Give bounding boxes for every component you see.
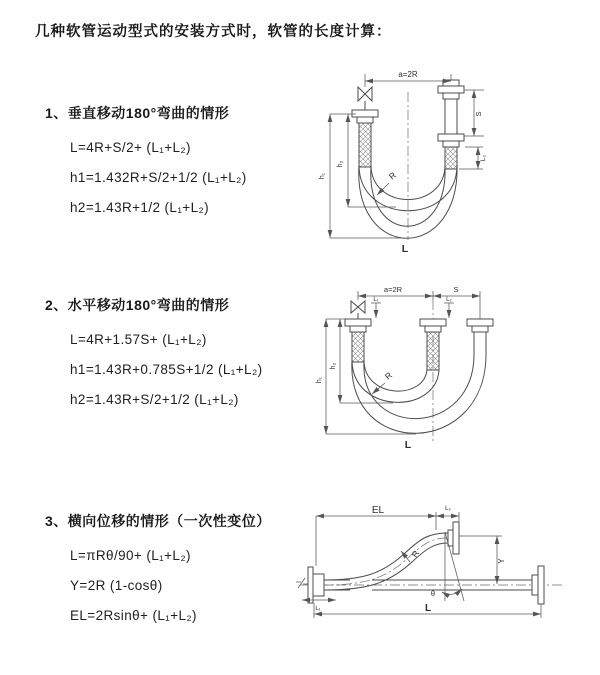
braided-hose-section <box>427 332 439 370</box>
flange <box>467 319 493 326</box>
section-vertical-movement <box>45 103 247 223</box>
diagram-3-drawing <box>292 500 596 640</box>
middle-pipe-assembly <box>420 319 446 370</box>
dim-label-radius: R <box>409 548 422 560</box>
dimension-lines <box>302 505 541 618</box>
flange <box>352 110 378 117</box>
dim-label-radius: R <box>382 369 394 382</box>
dim-label-h2: h₂ <box>337 160 344 168</box>
section-lateral-displacement <box>45 511 271 631</box>
formula-el: EL=2Rsinθ+ (L₁+L₂) <box>70 608 197 623</box>
section-2-heading: 2、水平移动180°弯曲的情形 <box>45 297 230 313</box>
braided-hose-section <box>359 123 371 167</box>
braided-hose-section <box>352 332 364 362</box>
break-symbol <box>296 578 308 588</box>
u-hose-curves <box>352 352 486 433</box>
dim-label-length: L <box>404 439 412 451</box>
formula-length: L=4R+S/2+ (L₁+L₂) <box>70 140 191 155</box>
flange <box>538 566 544 604</box>
right-pipe-assembly <box>438 74 464 169</box>
s-curve-hose <box>324 533 448 590</box>
dim-label-a2r: a=2R <box>398 70 418 79</box>
dim-label-h2: h₂ <box>330 362 337 370</box>
dim-label-l2: L₂ <box>480 154 487 162</box>
fitting-dimensions <box>371 297 454 318</box>
flange <box>345 319 371 326</box>
dim-label-s: S <box>474 111 483 117</box>
formula-h1: h1=1.43R+0.785S+1/2 (L₁+L₂) <box>70 362 263 377</box>
formula-h1: h1=1.432R+S/2+1/2 (L₁+L₂) <box>70 170 247 185</box>
dim-label-l2: L₂ <box>445 506 451 512</box>
diagram-2-drawing <box>308 276 592 456</box>
dim-label-l1: L₁ <box>373 297 379 303</box>
diagram-horizontal-movement <box>308 276 592 456</box>
diagram-lateral-displacement <box>292 500 596 640</box>
formula-h2: h2=1.43R+S/2+1/2 (L₁+L₂) <box>70 392 239 407</box>
dim-label-l1: L₁ <box>315 606 321 612</box>
dim-label-length: L <box>424 603 432 614</box>
section-3-heading: 3、横向位移的情形（一次性变位） <box>45 513 271 529</box>
dim-label-s: S <box>453 285 459 294</box>
dimension-lines <box>319 70 487 255</box>
left-pipe-assembly <box>352 74 378 167</box>
right-flange-assembly <box>532 566 544 604</box>
valve-icon <box>351 301 365 313</box>
diagram-vertical-movement <box>308 64 592 264</box>
formula-h2: h2=1.43R+1/2 (L₁+L₂) <box>70 200 210 215</box>
flange <box>420 319 446 326</box>
formula-length: L=4R+1.57S+ (L₁+L₂) <box>70 332 207 347</box>
dim-label-l2: L₂ <box>446 297 452 303</box>
formula-y: Y=2R (1-cosθ) <box>70 578 163 593</box>
flange-upper-position <box>438 86 464 93</box>
dim-label-radius: R <box>386 169 398 182</box>
dim-label-h1: h₁ <box>316 376 323 384</box>
page-title: 几种软管运动型式的安装方式时，软管的长度计算： <box>35 24 392 40</box>
dim-label-el: EL <box>371 505 385 516</box>
dim-label-y: Y <box>497 558 506 564</box>
formula-length: L=πRθ/90+ (L₁+L₂) <box>70 548 191 563</box>
valve-icon <box>358 87 372 101</box>
flange <box>308 567 313 603</box>
braided-hose-section <box>445 147 457 169</box>
section-2-formulas <box>70 325 262 415</box>
flange <box>453 522 459 554</box>
left-pipe-assembly <box>345 301 371 362</box>
flange-lower-position <box>438 134 464 141</box>
dim-label-a2r: a=2R <box>383 285 403 294</box>
section-horizontal-movement <box>45 295 262 415</box>
dim-label-length: L <box>401 243 409 255</box>
dim-label-h1: h₁ <box>319 172 326 180</box>
section-1-heading: 1、垂直移动180°弯曲的情形 <box>45 105 230 121</box>
diagram-1-drawing <box>308 64 592 264</box>
section-3-formulas <box>70 541 271 631</box>
right-pipe-assembly <box>467 319 493 354</box>
section-1-formulas <box>70 133 247 223</box>
dim-label-theta: θ <box>430 589 436 598</box>
